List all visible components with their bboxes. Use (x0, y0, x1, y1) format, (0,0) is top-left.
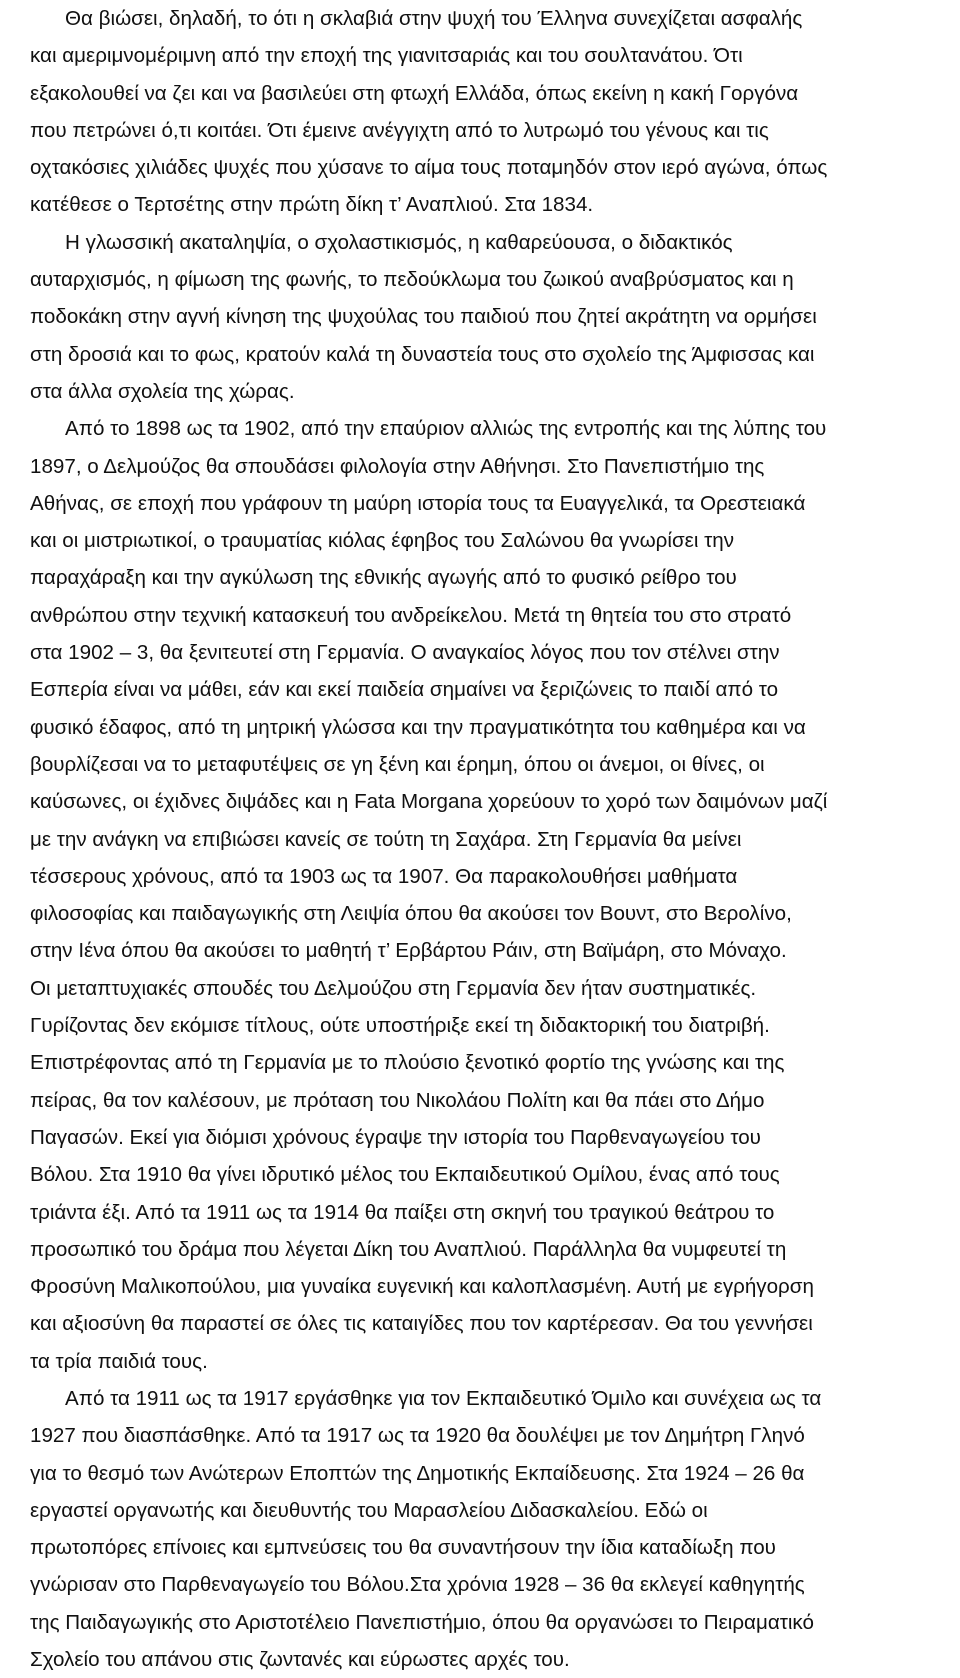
text-line: και αμεριμνομέριμνη από την εποχή της γιανιτσαριάς και του σουλτανάτου. Ότι (30, 44, 743, 68)
text-line: στη δροσιά και το φως, κρατούν καλά τη δυναστεία τους στο σχολείο της Άμφισσας και (30, 342, 815, 366)
text-line: και οι μιστριωτικοί, ο τραυματίας κιόλας έφηβος του Σαλώνου θα γνωρίσει την (30, 529, 735, 553)
text-line: πρωτοπόρες επίνοιες και εμπνεύσεις του θα συναντήσουν την ίδια καταδίωξη που (30, 1536, 776, 1560)
text-line: τριάντα έξι. Από τα 1911 ως τα 1914 θα παίξει στη σκηνή του τραγικού θεάτρου το (30, 1200, 775, 1224)
text-line: στην Ιένα όπου θα ακούσει το μαθητή τ’ Ερβάρτου Ράιν, στη Βαϊμάρη, στο Μόναχο. (30, 939, 787, 963)
text-line: τα τρία παιδιά τους. (30, 1349, 208, 1373)
text-line: Η γλωσσική ακαταληψία, ο σχολαστικισμός, η καθαρεύουσα, ο διδακτικός (65, 230, 733, 254)
text-line: στα 1902 – 3, θα ξενιτευτεί στη Γερμανία. Ο αναγκαίος λόγος που τον στέλνει στην (30, 641, 780, 665)
text-line: Από τα 1911 ως τα 1917 εργάσθηκε για τον Εκπαιδευτικό Όμιλο και συνέχεια ως τα (65, 1386, 822, 1410)
text-line: Παγασών. Εκεί για διόμισι χρόνους έγραψε την ιστορία του Παρθεναγωγείου του (30, 1125, 761, 1149)
text-line: για το θεσμό των Ανώτερων Εποπτών της Δημοτικής Εκπαίδευσης. Στα 1924 – 26 θα (30, 1461, 805, 1485)
text-line: βουρλίζεσαι να το μεταφυτέψεις σε γη ξένη και έρημη, όπου οι άνεμοι, οι θίνες, οι (30, 752, 765, 776)
text-line: γνώρισαν στο Παρθεναγωγείο του Βόλου.Στα χρόνια 1928 – 36 θα εκλεγεί καθηγητής (30, 1573, 805, 1597)
text-line: φυσικό έδαφος, από τη μητρική γλώσσα και την πραγματικότητα του καθημέρα και να (30, 715, 806, 739)
text-line: που πετρώνει ό,τι κοιτάει. Ότι έμεινε ανέγγιχτη από το λυτρωμό του γένους και τις (30, 118, 769, 142)
text-line: Βόλου. Στα 1910 θα γίνει ιδρυτικό μέλος του Εκπαιδευτικού Ομίλου, ένας από τους (30, 1163, 780, 1187)
text-line: Φροσύνη Μαλικοπούλου, μια γυναίκα ευγενική και καλοπλασμένη. Αυτή με εγρήγορση (30, 1275, 814, 1299)
text-line: Από το 1898 ως τα 1902, από την επαύριον αλλιώς της εντροπής και της λύπης του (65, 417, 827, 441)
text-line: της Παιδαγωγικής στο Αριστοτέλειο Πανεπιστήμιο, όπου θα οργανώσει το Πειραματικό (30, 1610, 814, 1634)
text-line: εξακολουθεί να ζει και να βασιλεύει στη φτωχή Ελλάδα, όπως εκείνη η κακή Γοργόνα (30, 81, 799, 105)
text-line: καύσωνες, οι έχιδνες διψάδες και η Fata Morgana χορεύουν το χορό των δαιμόνων μαζί (30, 790, 828, 814)
text-line: τέσσερους χρόνους, από τα 1903 ως τα 1907. Θα παρακολουθήσει μαθήματα (30, 864, 738, 888)
text-line: Γυρίζοντας δεν εκόμισε τίτλους, ούτε υποστήριξε εκεί τη διδακτορική του διατριβή. (30, 1014, 770, 1038)
text-line: στα άλλα σχολεία της χώρας. (30, 379, 295, 403)
text-line: Σχολείο του απάνου στις ζωντανές και εύρωστες αρχές του. (30, 1648, 570, 1672)
text-line: παραχάραξη και την αγκύλωση της εθνικής αγωγής από το φυσικό ρείθρο του (30, 566, 737, 590)
text-line: αυταρχισμός, η φίμωση της φωνής, το πεδούκλωμα του ζωικού αναβρύσματος και η (30, 268, 794, 292)
text-line: Εσπερία είναι να μάθει, εάν και εκεί παιδεία σημαίνει να ξεριζώνεις το παιδί από το (30, 678, 779, 702)
text-line: εργαστεί οργανωτής και διευθυντής του Μαρασλείου Διδασκαλείου. Εδώ οι (30, 1498, 708, 1522)
text-line: Οι μεταπτυχιακές σπουδές του Δελμούζου στη Γερμανία δεν ήταν συστηματικές. (30, 976, 757, 1000)
text-line: φιλοσοφίας και παιδαγωγικής στη Λειψία όπου θα ακούσει τον Βουντ, στο Βερολίνο, (30, 902, 792, 926)
text-line: και αξιοσύνη θα παραστεί σε όλες τις καταιγίδες που τον καρτέρεσαν. Θα του γεννήσει (30, 1312, 813, 1336)
text-line: 1927 που διασπάσθηκε. Από τα 1917 ως τα 1920 θα δουλέψει με τον Δημήτρη Γληνό (30, 1424, 805, 1448)
body-text (30, 0, 938, 1678)
text-line: πείρας, θα τον καλέσουν, με πρόταση του Νικολάου Πολίτη και θα πάει στο Δήμο (30, 1088, 765, 1112)
text-line: 1897, ο Δελμούζος θα σπουδάσει φιλολογία στην Αθήνησι. Στο Πανεπιστήμιο της (30, 454, 765, 478)
text-line: Θα βιώσει, δηλαδή, το ότι η σκλαβιά στην ψυχή του Έλληνα συνεχίζεται ασφαλής (65, 7, 803, 30)
text-line: Αθήνας, σε εποχή που γράφουν τη μαύρη ιστορία τους τα Ευαγγελικά, τα Ορεστειακά (30, 491, 806, 515)
text-line: ποδοκάκη στην αγνή κίνηση της ψυχούλας του παιδιού που ζητεί ακράτητη να ορμήσει (30, 305, 817, 329)
text-line: προσωπικό του δράμα που λέγεται Δίκη του Αναπλιού. Παράλληλα θα νυμφευτεί τη (30, 1237, 787, 1261)
text-line: με την ανάγκη να επιβιώσει κανείς σε τούτη τη Σαχάρα. Στη Γερμανία θα μείνει (30, 827, 742, 851)
text-line: ανθρώπου στην τεχνική κατασκευή του ανδρείκελου. Μετά τη θητεία του στο στρατό (30, 603, 792, 627)
text-line: οχτακόσιες χιλιάδες ψυχές που χύσανε το αίμα τους ποταμηδόν στον ιερό αγώνα, όπως (30, 156, 828, 180)
text-line: κατέθεσε ο Τερτσέτης στην πρώτη δίκη τ’ Αναπλιού. Στα 1834. (30, 193, 594, 217)
text-line: Επιστρέφοντας από τη Γερμανία με το πλούσιο ξενοτικό φορτίο της γνώσης και της (30, 1051, 785, 1075)
